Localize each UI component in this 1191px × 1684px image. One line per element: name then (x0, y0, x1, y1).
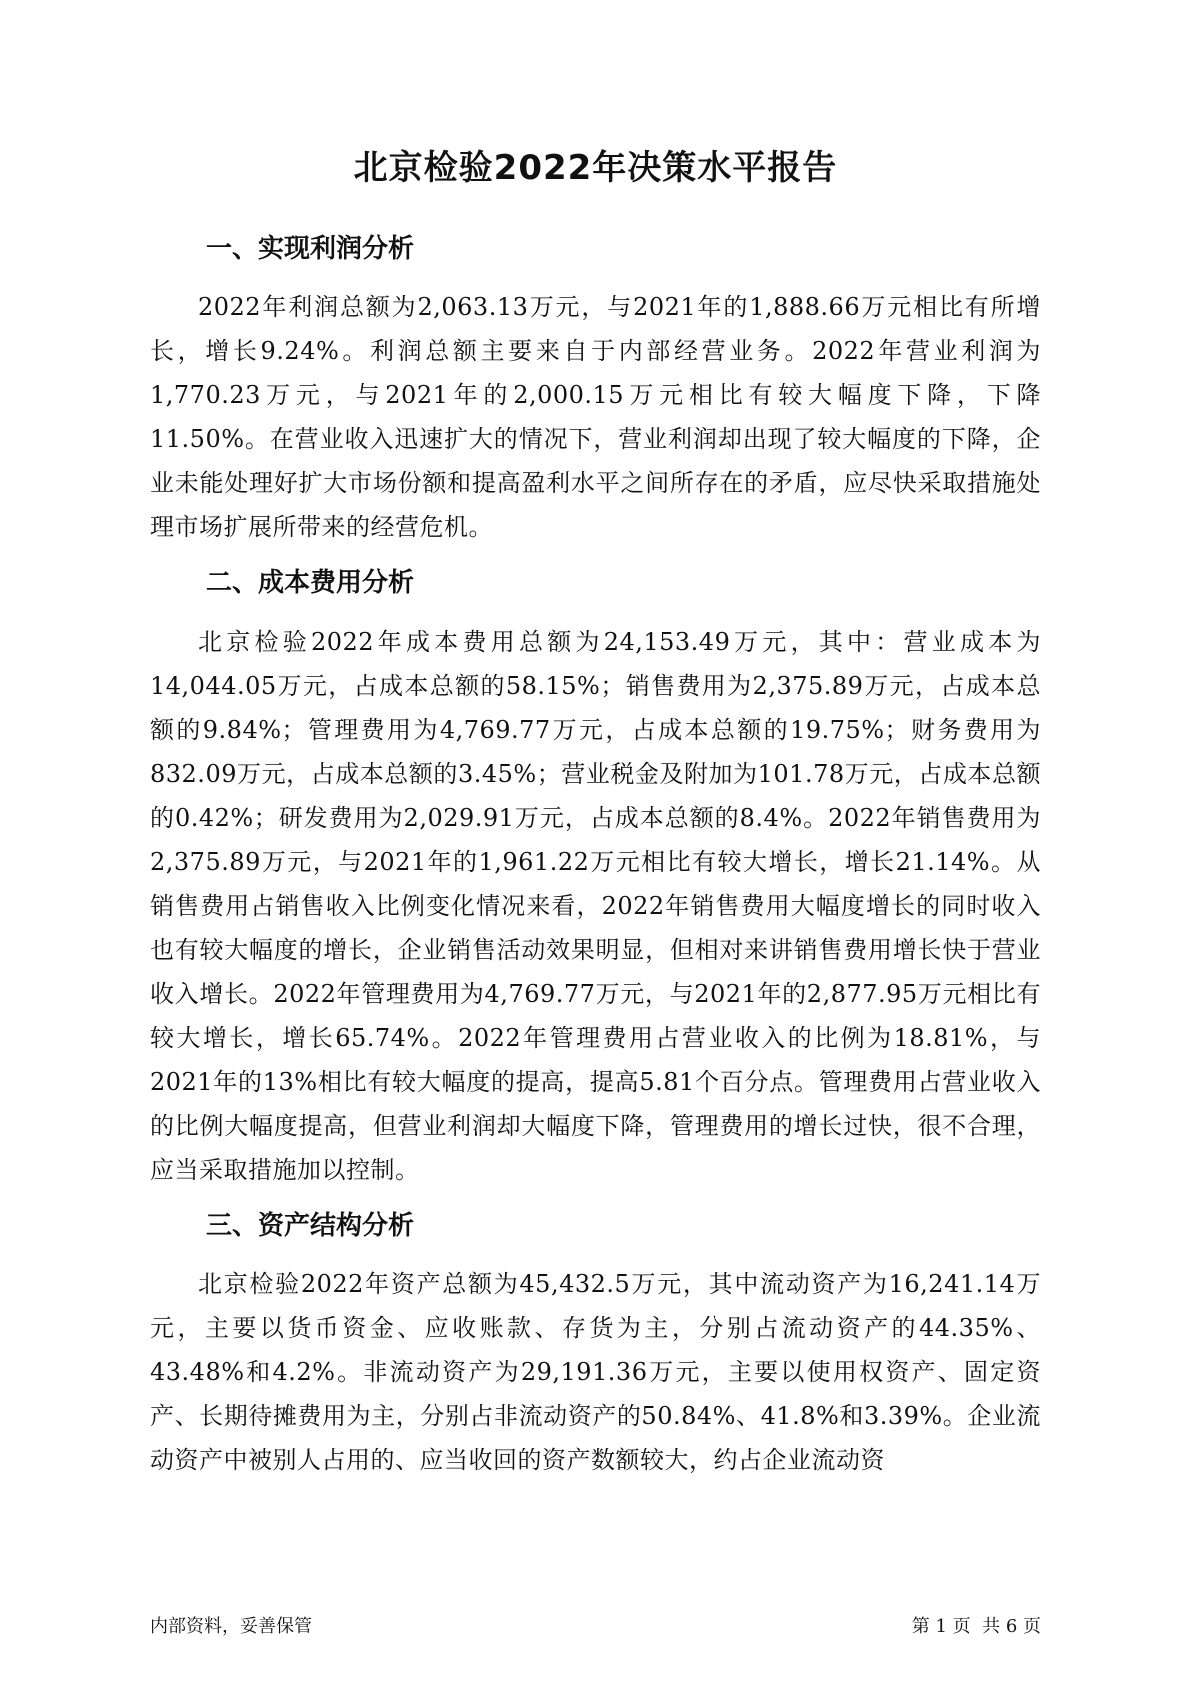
section-heading: 二、成本费用分析 (206, 568, 415, 599)
section-paragraph: 北京检验2022年资产总额为45,432.5万元，其中流动资产为16,241.14万元，主要以货币资金、应收账款、存货为主，分别占流动资产的44.35%、43.48%和4.2%。非流动资产为29,191.36万元，主要以使用权资产、固定资产、长期待摊费用为主，分别占非流动资产的50.84%、41.8%和3.39%。企业流动资产中被别人占用的、应当收回的资产数额较大，约占企业流动资 (150, 1269, 1041, 1474)
section-heading: 三、资产结构分析 (206, 1210, 415, 1241)
page-footer (150, 1612, 1041, 1638)
section-cost-analysis (150, 565, 1041, 1191)
section-profit-analysis (150, 231, 1041, 549)
section-paragraph: 北京检验2022年成本费用总额为24,153.49万元，其中：营业成本为14,044.05万元，占成本总额的58.15%；销售费用为2,375.89万元，占成本总额的9.84%；管理费用为4,769.77万元，占成本总额的19.75%；财务费用为832.09万元，占成本总额的3.45%；营业税金及附加为101.78万元，占成本总额的0.42%；研发费用为2,029.91万元，占成本总额的8.4%。2022年销售费用为2,375.89万元，与2021年的1,961.22万元相比有较大增长，增长21.14%。从销售费用占销售收入比例变化情况来看，2022年销售费用大幅度增长的同时收入也有较大幅度的增长，企业销售活动效果明显，但相对来讲销售费用增长快于营业收入增长。2022年管理费用为4,769.77万元，与2021年的2,877.95万元相比有较大增长，增长65.74%。2022年管理费用占营业收入的比例为18.81%，与2021年的13%相比有较大幅度的提高，提高5.81个百分点。管理费用占营业收入的比例大幅度提高，但营业利润却大幅度下降，管理费用的增长过快，很不合理，应当采取措施加以控制。 (150, 627, 1041, 1184)
section-paragraph: 2022年利润总额为2,063.13万元，与2021年的1,888.66万元相比有所增长，增长9.24%。利润总额主要来自于内部经营业务。2022年营业利润为1,770.23万元，与2021年的2,000.15万元相比有较大幅度下降，下降11.50%。在营业收入迅速扩大的情况下，营业利润却出现了较大幅度的下降，企业未能处理好扩大市场份额和提高盈利水平之间所存在的矛盾，应尽快采取措施处理市场扩展所带来的经营危机。 (150, 293, 1041, 542)
document-title: 北京检验2022年决策水平报告 (353, 148, 838, 188)
section-heading: 一、实现利润分析 (206, 233, 415, 264)
footer-confidential-note: 内部资料，妥善保管 (150, 1616, 312, 1637)
page-number: 第 1 页 共 6 页 (911, 1616, 1041, 1637)
section-asset-structure (150, 1208, 1041, 1482)
